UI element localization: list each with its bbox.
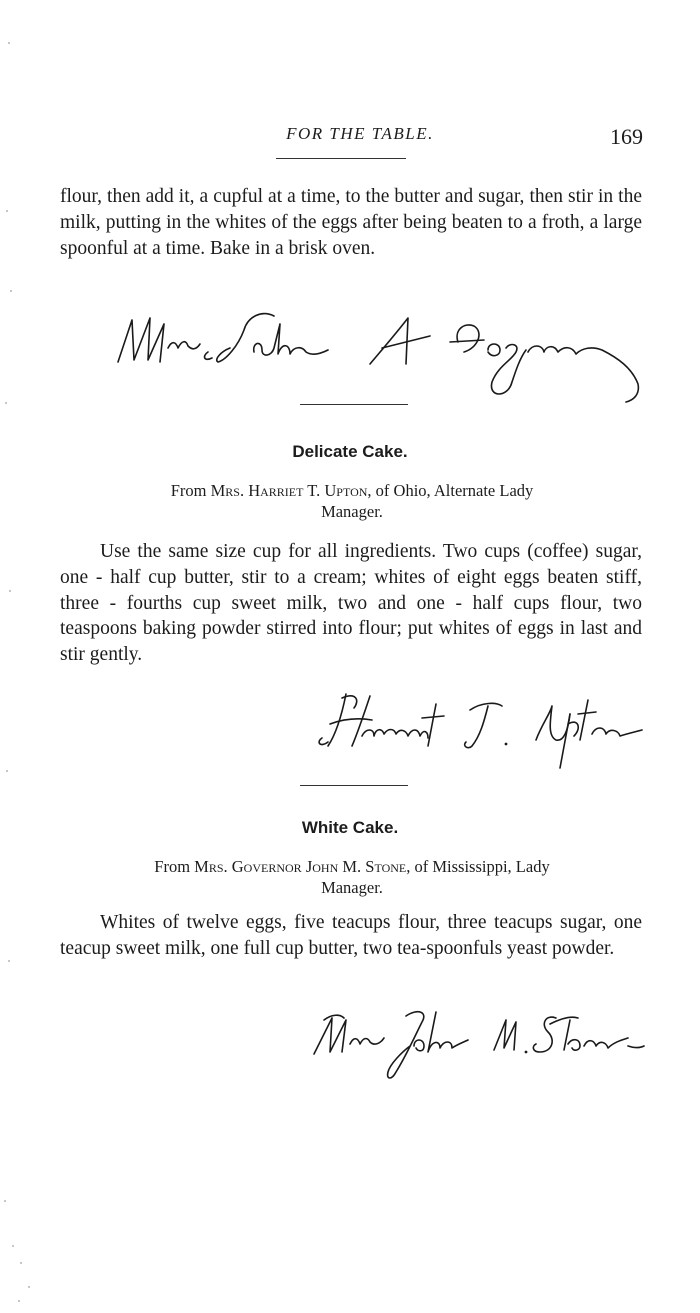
recipe-title-white-cake: White Cake.	[301, 818, 399, 837]
signature-mrs-john-a-logan	[112, 302, 647, 412]
source-line-2: Manager.	[321, 878, 383, 897]
signature-stone-drawing	[310, 996, 650, 1086]
page-number: 169	[610, 124, 643, 149]
recipe-source-delicate-cake	[72, 480, 632, 522]
source-suffix: , of Ohio, Alternate Lady	[367, 481, 534, 500]
signature-upton-drawing	[312, 684, 652, 774]
recipe-source-white-cake	[72, 856, 632, 898]
recipe-title-delicate-cake: Delicate Cake.	[292, 442, 408, 461]
source-line-2: Manager.	[321, 502, 383, 521]
recipe-body-white-cake: Whites of twelve eggs, five teacups flour, three teacups sugar, one teacup sweet milk, one full cup butter, two tea-spoonfuls yeast powder.	[60, 912, 642, 959]
signature-harriet-t-upton	[312, 684, 652, 774]
running-title: FOR THE TABLE.	[286, 124, 434, 143]
source-name: Mrs. Harriet T. Upton	[210, 481, 368, 500]
section-rule-1	[300, 404, 408, 405]
continued-paragraph: flour, then add it, a cupful at a time, to the butter and sugar, then stir in the milk, putting in the whites of the eggs after being beaten to a froth, a large spoonful at a time. Bake in a brisk oven.	[60, 186, 642, 259]
source-prefix: From	[154, 857, 195, 876]
page-edge-specks	[0, 0, 40, 1313]
source-name: Mrs. Governor John M. Stone	[194, 857, 407, 876]
signature-logan-drawing	[112, 302, 647, 412]
source-suffix: , of Mississippi, Lady	[406, 857, 550, 876]
running-header	[0, 122, 700, 152]
header-rule	[276, 158, 406, 159]
section-rule-2	[300, 785, 408, 786]
signature-mrs-john-m-stone	[310, 996, 650, 1086]
source-prefix: From	[170, 481, 211, 500]
recipe-body-delicate-cake: Use the same size cup for all ingredients. Two cups (coffee) sugar, one - half cup butter, stir to a cream; whites of eight eggs beaten stiff, three - fourths cup sweet milk, two and one - half cups flour, two teaspoons baking powder stirred into flour; put whites of eggs in last and stir gently.	[60, 541, 642, 666]
